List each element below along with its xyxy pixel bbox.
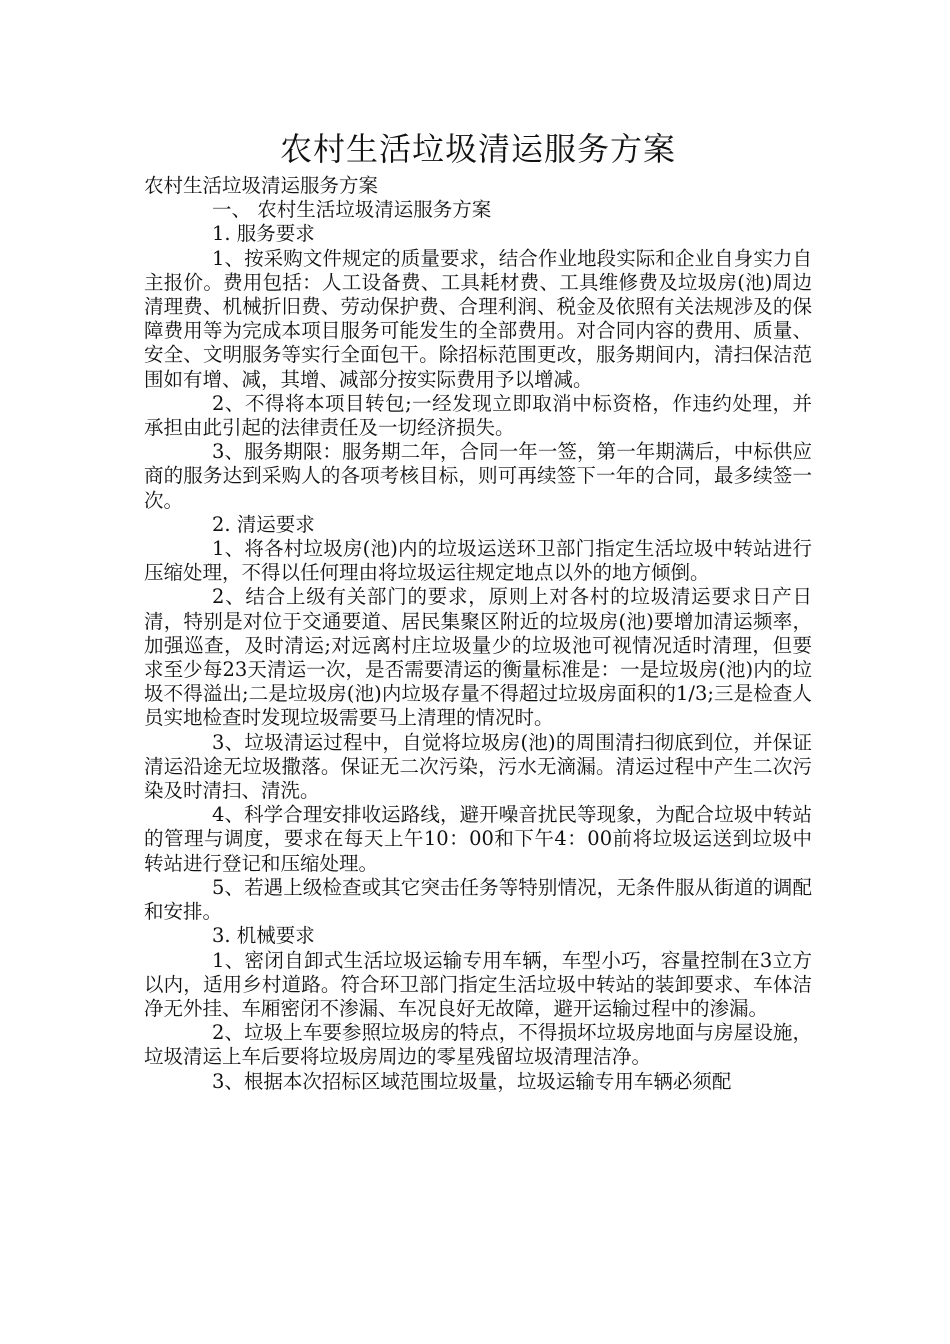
subsection-heading-service: 1. 服务要求 xyxy=(212,222,315,246)
paragraph: 2、垃圾上车要参照垃圾房的特点，不得损坏垃圾房地面与房屋设施，垃圾清运上车后要将垃圾房周边的零星残留垃圾清理洁净。 xyxy=(144,1021,812,1069)
paragraph: 5、若遇上级检查或其它突击任务等特别情况，无条件服从街道的调配和安排。 xyxy=(144,875,812,924)
document-title: 农村生活垃圾清运服务方案 xyxy=(279,130,676,168)
paragraph: 1、按采购文件规定的质量要求，结合作业地段实际和企业自身实力自主报价。费用包括：人工设备费、工具耗材费、工具维修费及垃圾房(池)周边清理费、机械折旧费、劳动保护费、合理利润、税金及依照有关法规涉及的保障费用等为完成本项目服务可能发生的全部费用。对合同内容的费用、质量、安全、文明服务等实行全面包干。除招标范围更改，服务期间内，清扫保洁范围如有增、减，其增、减部分按实际费用予以增减。 xyxy=(144,246,812,391)
paragraph: 1、密闭自卸式生活垃圾运输专用车辆，车型小巧，容量控制在3立方以内，适用乡村道路。符合环卫部门指定生活垃圾中转站的装卸要求、车体洁净无外挂、车厢密闭不渗漏、车况良好无故障，避开运输过程中的渗漏。 xyxy=(144,948,812,1020)
document-subtitle: 农村生活垃圾清运服务方案 xyxy=(144,174,379,197)
subsection-heading-machinery: 3. 机械要求 xyxy=(212,924,315,948)
paragraph: 2、不得将本项目转包;一经发现立即取消中标资格，作违约处理，并承担由此引起的法律责任及一切经济损失。 xyxy=(144,391,812,440)
paragraph: 3、服务期限：服务期二年，合同一年一签，第一年期满后，中标供应商的服务达到采购人的各项考核目标，则可再续签下一年的合同，最多续签一次。 xyxy=(144,440,812,512)
paragraph: 1、将各村垃圾房(池)内的垃圾运送环卫部门指定生活垃圾中转站进行压缩处理，不得以任何理由将垃圾运往规定地点以外的地方倾倒。 xyxy=(144,537,812,585)
document-page xyxy=(144,124,812,1094)
paragraph: 3、垃圾清运过程中，自觉将垃圾房(池)的周围清扫彻底到位，并保证清运沿途无垃圾撒落。保证无二次污染，污水无滴漏。清运过程中产生二次污染及时清扫、清洗。 xyxy=(144,730,812,803)
paragraph: 3、根据本次招标区域范围垃圾量，垃圾运输专用车辆必须配 xyxy=(212,1069,732,1093)
section-heading: 一、 农村生活垃圾清运服务方案 xyxy=(212,198,492,222)
paragraph: 2、结合上级有关部门的要求，原则上对各村的垃圾清运要求日产日清，特别是对位于交通要道、居民集聚区附近的垃圾房(池)要增加清运频率，加强巡查，及时清运;对远离村庄垃圾量少的垃圾池可视情况适时清理，但要求至少每23天清运一次，是否需要清运的衡量标准是：一是垃圾房(池)内的垃圾不得溢出;二是垃圾房(池)内垃圾存量不得超过垃圾房面积的1/3;三是检查人员实地检查时发现垃圾需要马上清理的情况时。 xyxy=(144,585,812,730)
paragraph: 4、科学合理安排收运路线，避开噪音扰民等现象，为配合垃圾中转站的管理与调度，要求在每天上午10：00和下午4：00前将垃圾运送到垃圾中转站进行登记和压缩处理。 xyxy=(144,803,812,875)
subsection-heading-transport: 2. 清运要求 xyxy=(212,512,315,536)
